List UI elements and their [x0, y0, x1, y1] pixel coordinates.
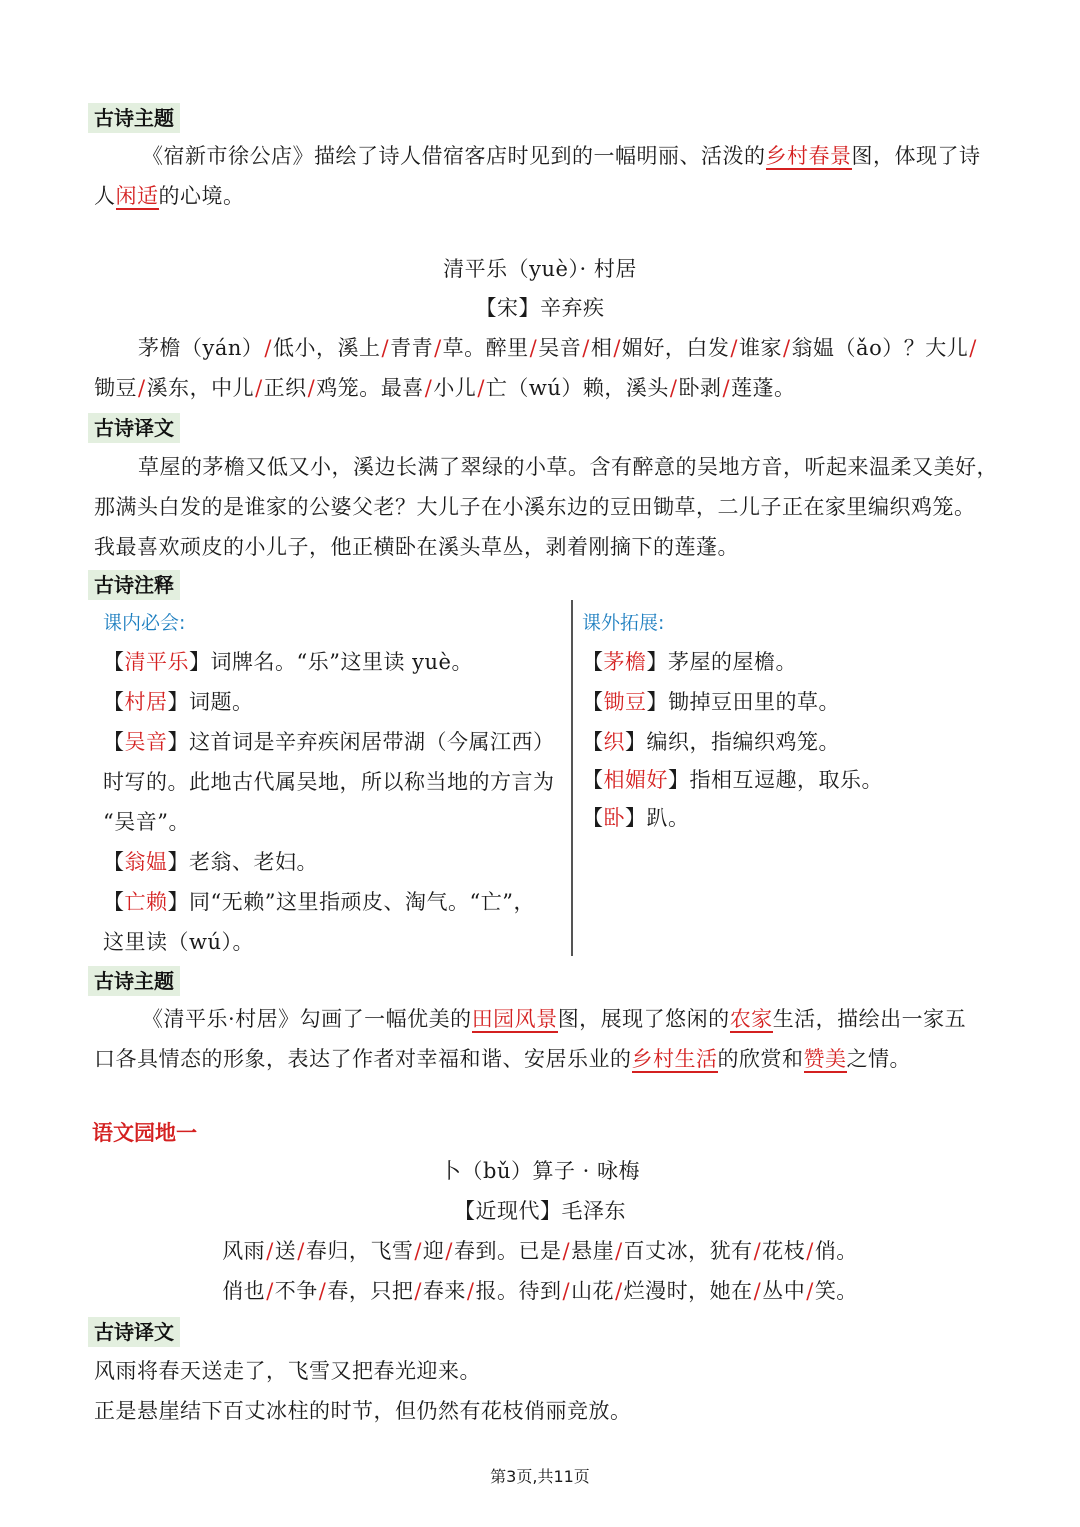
slash: / [381, 336, 390, 360]
keyword: 赞美 [803, 1047, 847, 1071]
text: 笑。 [814, 1279, 858, 1303]
slash: / [266, 1239, 274, 1263]
slash: / [307, 376, 316, 400]
slash: / [445, 1239, 453, 1263]
poem-title: 清平乐（yuè）· 村居 [443, 257, 637, 281]
text: 亡（wú）赖，溪头 [485, 376, 669, 400]
note-left-3-end: “吴音”。 [103, 810, 190, 834]
note-desc: 词题。 [189, 690, 254, 714]
poem3-line-2 [0, 1276, 1080, 1306]
text: 低小，溪上 [273, 336, 381, 360]
text: 不争 [274, 1279, 318, 1303]
note-desc: 词牌名。“乐”这里读 yuè。 [210, 650, 473, 674]
text: 风雨 [222, 1239, 266, 1263]
slash: / [434, 336, 442, 360]
note-right-3: 【织】编织，指编织鸡笼。 [582, 730, 840, 754]
extra-heading: 课外拓展: [582, 612, 665, 634]
text: 之情。 [846, 1047, 911, 1071]
text: 谁家 [738, 336, 782, 360]
note-left-5-cont: 这里读（wú）。 [103, 930, 254, 954]
text: 春到。已是 [454, 1239, 562, 1263]
section-tag-translation: 古诗译文 [88, 413, 180, 443]
note-left-3-cont: 时写的。此地古代属吴地，所以称当地的方言为 [103, 770, 555, 794]
text: 花枝 [762, 1239, 806, 1263]
text: 俏也 [222, 1279, 266, 1303]
text: 鸡笼。最喜 [316, 376, 424, 400]
note-left-2: 【村居】词题。 [103, 690, 254, 714]
note-term: 茅檐 [603, 650, 647, 674]
slash: / [562, 1239, 571, 1263]
text: 口各具情态的形象，表达了作者对幸福和谐、安居乐业的 [94, 1047, 632, 1071]
text: 小儿 [433, 376, 477, 400]
section-tag-translation-2: 古诗译文 [88, 1317, 180, 1347]
text: 丛中 [762, 1279, 806, 1303]
text: 翁媪（ǎo）？大儿 [791, 336, 969, 360]
note-term: 相媚好 [603, 768, 668, 792]
slash: / [138, 376, 146, 400]
theme1-line2 [94, 181, 245, 211]
text: 春来 [422, 1279, 466, 1303]
text: 《清平乐·村居》勾画了一幅优美的 [142, 1007, 472, 1031]
slash: / [424, 376, 433, 400]
poem-line-1 [138, 333, 978, 363]
text: 吴音 [538, 336, 582, 360]
text: 人 [94, 184, 116, 208]
theme2-line1 [142, 1004, 966, 1034]
slash: / [806, 1239, 814, 1263]
slash: / [466, 1279, 475, 1303]
text: 百丈冰，犹有 [623, 1239, 753, 1263]
note-left-3: 【吴音】这首词是辛弃疾闲居带湖（今属江西） [103, 730, 555, 754]
note-desc: 指相互逗趣，取乐。 [689, 768, 883, 792]
note-left-4: 【翁媪】老翁、老妇。 [103, 850, 318, 874]
text: 生活，描绘出一家五 [772, 1007, 967, 1031]
text: 相 [590, 336, 613, 360]
text: 悬崖 [571, 1239, 615, 1263]
keyword: 农家 [729, 1007, 773, 1031]
text: 正织 [263, 376, 307, 400]
translation-line-2: 那满头白发的是谁家的公婆父老？大儿子在小溪东边的豆田锄草，二儿子正在家里编织鸡笼。 [94, 495, 976, 519]
keyword: 乡村春景 [765, 144, 852, 168]
slash: / [806, 1279, 814, 1303]
slash: / [782, 336, 791, 360]
note-desc: 编织，指编织鸡笼。 [646, 730, 840, 754]
section-tag-notes: 古诗注释 [88, 570, 180, 600]
translation3-line-2: 正是悬崖结下百丈冰柱的时节，但仍然有花枝俏丽竞放。 [94, 1399, 632, 1423]
note-left-1: 【清平乐】词牌名。“乐”这里读 yuè。 [103, 650, 473, 674]
text: 青青 [390, 336, 434, 360]
note-right-2: 【锄豆】锄掉豆田里的草。 [582, 690, 840, 714]
keyword: 乡村生活 [631, 1047, 718, 1071]
text: 《宿新市徐公店》描绘了诗人借宿客店时见到的一幅明丽、活泼的 [142, 144, 766, 168]
text: 山花 [571, 1279, 615, 1303]
theme1-line1 [142, 141, 981, 171]
note-term: 织 [603, 730, 625, 754]
keyword: 闲适 [115, 184, 159, 208]
poem3-line-1 [0, 1236, 1080, 1266]
text: 送 [274, 1239, 297, 1263]
note-right-1: 【茅檐】茅屋的屋檐。 [582, 650, 797, 674]
text: 莲蓬。 [731, 376, 796, 400]
slash: / [264, 336, 272, 360]
slash: / [730, 336, 738, 360]
text: 迎 [422, 1239, 445, 1263]
note-desc: 茅屋的屋檐。 [668, 650, 797, 674]
text: 春，只把 [327, 1279, 414, 1303]
in-class-heading: 课内必会: [103, 612, 186, 634]
slash: / [722, 376, 731, 400]
note-desc: 老翁、老妇。 [189, 850, 318, 874]
note-desc: 同“无赖”这里指顽皮、淘气。“亡”， [189, 890, 535, 914]
text: 溪东，中儿 [146, 376, 255, 400]
theme2-line2 [94, 1044, 911, 1074]
slash: / [255, 376, 263, 400]
text: 烂漫时，她在 [623, 1279, 753, 1303]
poem3-title: 卜（bǔ）算子 · 咏梅 [440, 1159, 640, 1183]
note-term: 吴音 [124, 730, 168, 754]
poem-line-2 [94, 373, 796, 403]
note-term: 亡赖 [124, 890, 168, 914]
text: 春归，飞雪 [305, 1239, 414, 1263]
text: 茅檐（yán） [138, 336, 264, 360]
slash: / [318, 1279, 327, 1303]
slash: / [266, 1279, 274, 1303]
translation3-line-1: 风雨将春天送走了，飞雪又把春光迎来。 [94, 1359, 481, 1383]
text: 报。待到 [475, 1279, 562, 1303]
slash: / [582, 336, 590, 360]
slash: / [477, 376, 485, 400]
slash: / [414, 1239, 422, 1263]
poem-author: 【宋】辛弃疾 [475, 296, 605, 320]
page-number: 第3页,共11页 [490, 1467, 590, 1486]
slash: / [297, 1239, 305, 1263]
slash: / [753, 1279, 762, 1303]
slash: / [615, 1279, 623, 1303]
text: 草。醉里 [442, 336, 529, 360]
column-divider [571, 600, 573, 956]
text: 锄豆 [94, 376, 137, 400]
text: 图，展现了悠闲的 [557, 1007, 730, 1031]
text: 图，体现了诗 [851, 144, 981, 168]
slash: / [753, 1239, 762, 1263]
slash: / [613, 336, 621, 360]
note-right-5: 【卧】趴。 [582, 806, 690, 830]
text: 俏。 [814, 1239, 858, 1263]
slash: / [414, 1279, 422, 1303]
translation-line-3: 我最喜欢顽皮的小儿子，他正横卧在溪头草丛，剥着刚摘下的莲蓬。 [94, 535, 739, 559]
text: 卧剥 [678, 376, 722, 400]
slash: / [969, 336, 977, 360]
section-heading: 语文园地一 [92, 1121, 197, 1145]
note-term: 卧 [603, 806, 625, 830]
slash: / [529, 336, 538, 360]
text: 媚好，白发 [621, 336, 730, 360]
text: 的欣赏和 [717, 1047, 804, 1071]
note-term: 清平乐 [124, 650, 189, 674]
slash: / [562, 1279, 571, 1303]
slash: / [669, 376, 678, 400]
text: 的心境。 [158, 184, 245, 208]
keyword: 田园风景 [471, 1007, 558, 1031]
section-tag-theme-2: 古诗主题 [88, 966, 180, 996]
poem3-author: 【近现代】毛泽东 [454, 1199, 626, 1223]
note-desc: 这首词是辛弃疾闲居带湖（今属江西） [189, 730, 555, 754]
note-left-5: 【亡赖】同“无赖”这里指顽皮、淘气。“亡”， [103, 890, 535, 914]
note-term: 村居 [124, 690, 168, 714]
note-term: 翁媪 [124, 850, 168, 874]
note-desc: 锄掉豆田里的草。 [668, 690, 840, 714]
note-right-4: 【相媚好】指相互逗趣，取乐。 [582, 768, 883, 792]
section-tag-theme: 古诗主题 [88, 103, 180, 133]
note-term: 锄豆 [603, 690, 647, 714]
note-desc: 趴。 [646, 806, 690, 830]
slash: / [615, 1239, 623, 1263]
translation-line-1: 草屋的茅檐又低又小，溪边长满了翠绿的小草。含有醉意的吴地方音，听起来温柔又美好， [138, 455, 998, 479]
